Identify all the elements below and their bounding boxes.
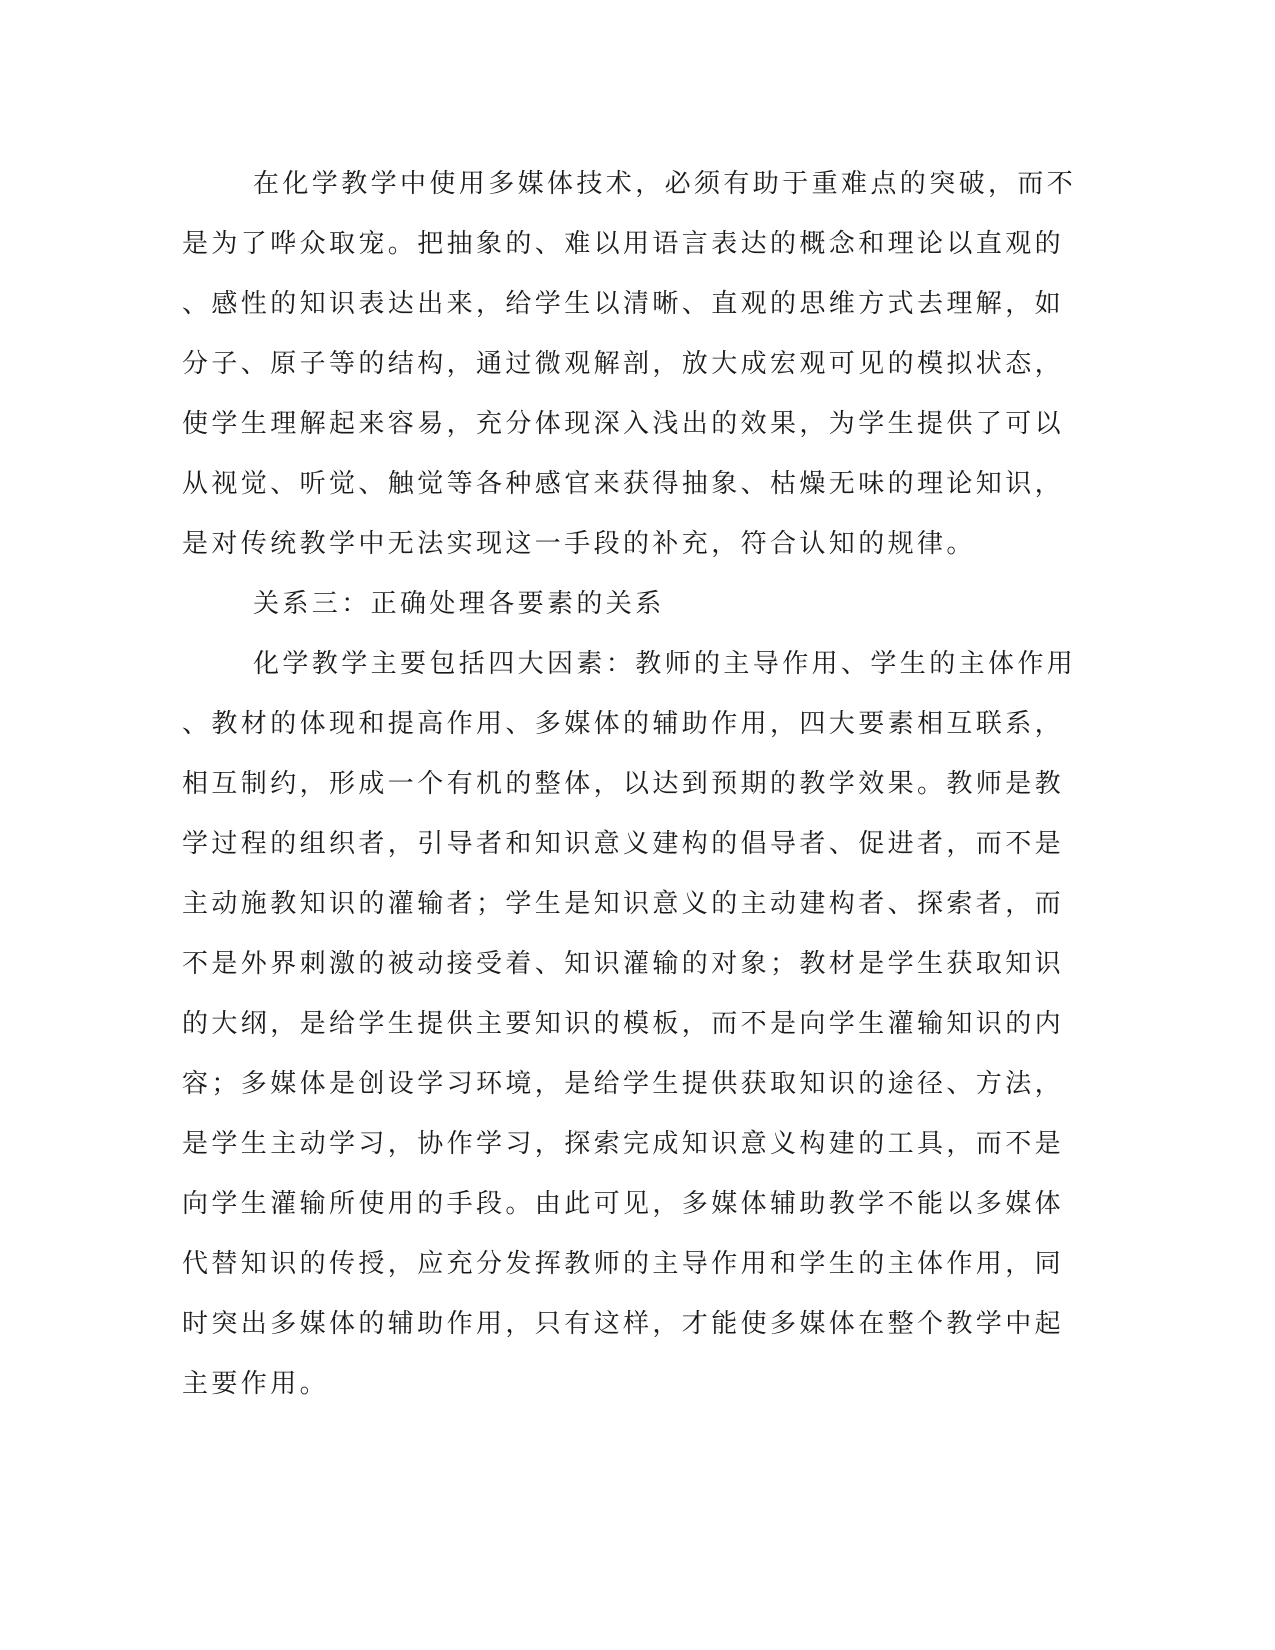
text-line: 在化学教学中使用多媒体技术，必须有助于重难点的突破，而不 [253, 169, 1077, 199]
section-heading: 关系三：正确处理各要素的关系 [253, 589, 665, 619]
text-line: 代替知识的传授，应充分发挥教师的主导作用和学生的主体作用，同 [182, 1249, 1065, 1279]
text-line: 是对传统教学中无法实现这一手段的补充，符合认知的规律。 [182, 529, 976, 559]
text-line: 使学生理解起来容易，充分体现深入浅出的效果，为学生提供了可以 [182, 409, 1065, 439]
text-line: 容；多媒体是创设学习环境，是给学生提供获取知识的途径、方法， [182, 1069, 1065, 1099]
text-line: 相互制约，形成一个有机的整体，以达到预期的教学效果。教师是教 [182, 769, 1065, 799]
text-line: 从视觉、听觉、触觉等各种感官来获得抽象、枯燥无味的理论知识， [182, 469, 1065, 499]
text-line: 化学教学主要包括四大因素：教师的主导作用、学生的主体作用 [253, 649, 1077, 679]
text-line: 分子、原子等的结构，通过微观解剖，放大成宏观可见的模拟状态， [182, 349, 1065, 379]
text-line: 主动施教知识的灌输者；学生是知识意义的主动建构者、探索者，而 [182, 889, 1065, 919]
text-line: 学过程的组织者，引导者和知识意义建构的倡导者、促进者，而不是 [182, 829, 1065, 859]
body-text [182, 154, 1077, 1414]
text-line: 主要作用。 [182, 1369, 330, 1399]
text-line: 时突出多媒体的辅助作用，只有这样，才能使多媒体在整个教学中起 [182, 1309, 1065, 1339]
text-line: 向学生灌输所使用的手段。由此可见，多媒体辅助教学不能以多媒体 [182, 1189, 1065, 1219]
text-line: 不是外界刺激的被动接受着、知识灌输的对象；教材是学生获取知识 [182, 949, 1065, 979]
text-line: 是学生主动学习，协作学习，探索完成知识意义构建的工具，而不是 [182, 1129, 1065, 1159]
text-line: 是为了哗众取宠。把抽象的、难以用语言表达的概念和理论以直观的 [182, 229, 1065, 259]
text-line: 的大纲，是给学生提供主要知识的模板，而不是向学生灌输知识的内 [182, 1009, 1065, 1039]
text-line: 、教材的体现和提高作用、多媒体的辅助作用，四大要素相互联系， [182, 709, 1065, 739]
text-line: 、感性的知识表达出来，给学生以清晰、直观的思维方式去理解，如 [182, 289, 1065, 319]
